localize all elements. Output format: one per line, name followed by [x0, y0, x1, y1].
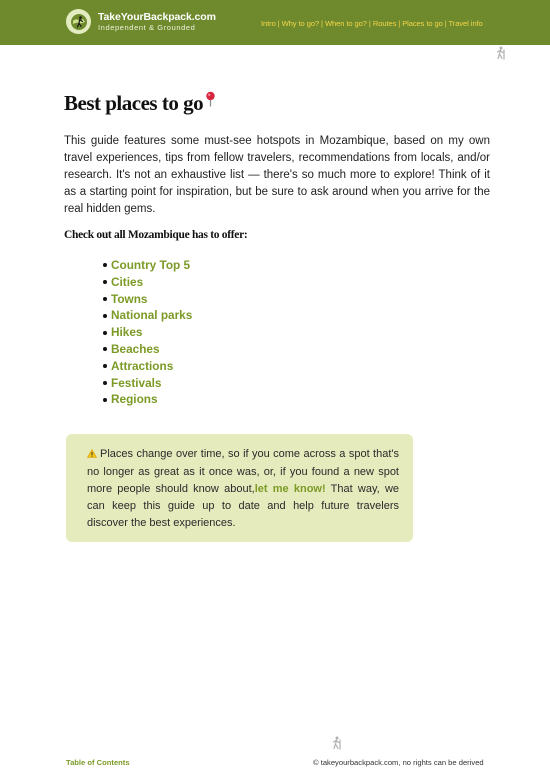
link-hikes[interactable]: Hikes: [111, 325, 143, 340]
nav-intro[interactable]: Intro: [261, 19, 276, 28]
list-item: [103, 391, 192, 408]
link-festivals[interactable]: Festivals: [111, 375, 162, 390]
section-subheading: Check out all Mozambique has to offer:: [64, 229, 248, 241]
note-text-after: That way, we can keep this guide up to date and help future travelers discover the best experiences.: [87, 483, 400, 529]
bullet: [103, 347, 107, 351]
list-item: [103, 358, 192, 375]
footer-copyright: © takeyourbackpack.com, no rights can be derived: [313, 758, 484, 767]
pushpin-icon: [205, 88, 216, 113]
top-navigation: [261, 19, 483, 28]
nav-separator: |: [442, 19, 449, 28]
info-note-box: [66, 434, 413, 542]
top-header: [0, 0, 550, 45]
link-country-top-5[interactable]: Country Top 5: [111, 258, 191, 272]
note-text: [87, 446, 399, 532]
nav-separator: |: [366, 19, 373, 28]
link-national-parks[interactable]: National parks: [111, 308, 193, 323]
link-cities[interactable]: Cities: [111, 274, 144, 289]
nav-when-to-go[interactable]: When to go?: [324, 19, 367, 28]
nav-routes[interactable]: Routes: [372, 19, 397, 28]
list-item: [103, 307, 192, 324]
intro-paragraph: This guide features some must-see hotspots in Mozambique, based on my own travel experiences, tips from fellow travelers, recommendations from locals, and/or research. It's not an exhaustive list — there's so much more to explore! Think of it as a starting point for inspiration, but be sure to ask around when you arrive for the real hidden gems.: [64, 135, 490, 215]
bullet: [103, 364, 107, 368]
nav-places-to-go[interactable]: Places to go: [402, 19, 443, 28]
nav-travel-info[interactable]: Travel info: [448, 19, 483, 28]
page-title-text: Best places to go: [64, 91, 204, 115]
note-text-before: Places change over time, so if you come across a spot that's no longer as great as it once was, or, if you found a new spot more people should know about,: [87, 448, 399, 495]
bullet: [103, 381, 107, 385]
nav-separator: |: [396, 19, 403, 28]
list-item: [103, 341, 192, 358]
bullet: [103, 263, 107, 267]
table-of-contents-link[interactable]: Table of Contents: [66, 758, 130, 767]
nav-separator: |: [319, 19, 325, 28]
nav-why-to-go[interactable]: Why to go?: [281, 19, 320, 28]
link-beaches[interactable]: Beaches: [111, 341, 160, 356]
warning-icon: [87, 447, 97, 464]
brand-logo[interactable]: [66, 9, 216, 34]
bullet: [103, 280, 107, 284]
nav-separator: |: [275, 19, 282, 28]
list-item: [103, 257, 192, 274]
hiker-icon: [495, 46, 506, 65]
bullet: [103, 398, 107, 402]
list-item: [103, 274, 192, 291]
bullet: [103, 331, 107, 335]
let-me-know-link[interactable]: let me know!: [254, 483, 326, 495]
list-item: [103, 291, 192, 308]
hiker-icon: [331, 736, 342, 755]
brand-name: TakeYourBackpack.com: [98, 10, 216, 23]
list-item: [103, 375, 192, 392]
bullet: [103, 297, 107, 301]
link-attractions[interactable]: Attractions: [111, 358, 174, 373]
link-towns[interactable]: Towns: [111, 291, 148, 306]
places-link-list: [103, 257, 192, 408]
link-regions[interactable]: Regions: [111, 392, 158, 407]
page-title: [64, 91, 216, 116]
list-item: [103, 324, 192, 341]
brand-tagline: Independent & Grounded: [98, 23, 196, 32]
globe-hiker-icon: [66, 9, 91, 34]
bullet: [103, 314, 107, 318]
